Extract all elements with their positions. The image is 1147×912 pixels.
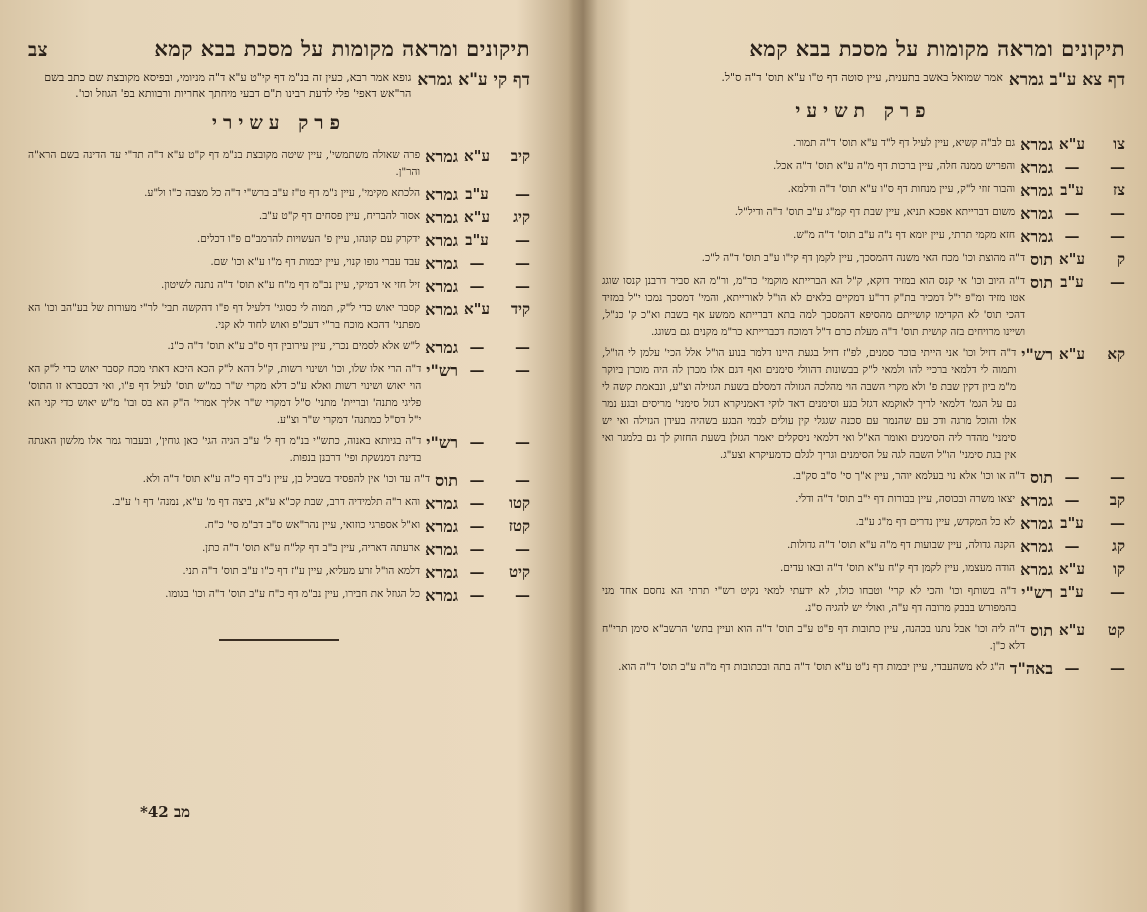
entry-kind: גמרא <box>1020 181 1053 200</box>
list-item <box>602 158 1125 177</box>
list-item <box>28 231 530 250</box>
entry-side: — <box>469 494 485 512</box>
entry-side: ע"ב <box>1060 514 1084 532</box>
signature-mark: מב 42* <box>140 803 191 821</box>
entry-side: ע"ב <box>465 231 489 249</box>
entry-side: — <box>469 254 485 272</box>
entry-kind: גמרא <box>425 300 458 319</box>
entry-list <box>602 135 1125 678</box>
list-item <box>28 494 530 513</box>
entry-folio: קיג <box>513 208 530 226</box>
entry-kind: רש"י <box>426 433 458 452</box>
daf-heading <box>28 70 530 102</box>
daf-text: גופא אמר רבא, כעין זה בנ"מ דף קי"ט ע"א ד"ה מניומי, ובפיסא מקובצת שם כתב בשם הר"אש דאפי' פלי לדעת רבינו ת"ם דבעי מיחתך אחריות ורבוותא בפ' הגוזל וכו'. <box>44 71 412 100</box>
entry-side: ע"א <box>1059 560 1085 578</box>
entry-text: כל הגוזל את חבירו, עיין נב"מ דף כ"ח ע"ב תוס' ד"ה וכו' בגומו. <box>165 588 421 600</box>
entry-text: ד"ה עד וכו' אין להפסיד בשביל בן, עיין נ"ב דף כ"ה ע"א תוס' ד"ה ולא. <box>142 473 431 485</box>
entry-kind: גמרא <box>1020 158 1053 177</box>
entry-side: ע"א <box>464 208 490 226</box>
list-item <box>602 345 1125 464</box>
entry-kind: גמרא <box>1020 135 1053 154</box>
entry-folio: — <box>1110 583 1125 601</box>
daf-label: דף צא ע"ב גמרא <box>1008 70 1125 90</box>
entry-text: והבור זוזי ל"ק, עיין מנחות דף ס"ו ע"א תוס' ד"ה ודלמא. <box>787 183 1016 195</box>
entry-kind: רש"י <box>426 361 458 380</box>
entry-folio: קא <box>1107 345 1125 363</box>
page-header <box>602 36 1125 62</box>
list-item <box>28 277 530 296</box>
page-title: תיקונים ומראה מקומות על מסכת בבא קמא <box>749 36 1125 61</box>
entry-text: הקנה גדולה, עיין שבועות דף מ"ה ע"א תוס' ד"ה גדולות. <box>787 539 1016 551</box>
entry-folio: קב <box>1109 491 1125 509</box>
entry-text: ד"ה או וכו' אלא נוי בעלמא יוהר, עיין א"ך סי' ס"ב סק"ב. <box>792 470 1026 482</box>
entry-side: ע"א <box>464 300 490 318</box>
entry-kind: גמרא <box>425 254 458 273</box>
entry-text: ד"ה דזיל וכו' אני הייתי בוכר סמנים, לפ"ז דזיל בגעת היינו דלמר בנוע הו"ל אלל הכי' עלמן לי הו"ל, ותמוה לי דלמאי ברכיי להו ולמאי ל"ק בבשונות דהוולי סימנים ואף דגם אלו מכרן לה היה מוכרן ביוקר מ"מ ביון דקין שבת פ' ולא מקרי השבה הוי מהלכה הגזולה דמסלם בשעת הגזילה וצ"ע, ונבאמת קשה לי גם על הגמ' דלמאי לריך לאוקמא דגזל בגע וסימנים דאד לוקי דאמניקרא דגזל סימני' מריסים ובגע נמר אלו והוכל מרגה ודכ עם שהנמר עם סכנה שגגלי קין עולים לבמי הבגע בשהיה בעידן הגזילה ואי יש סימני' מהדר ליה הסימנים ואומר הא"ל ואי דלמאי ניסקלים יאמר הגזלן בשעת החזוק לך גם בלמגר ואי אין בגת סימני' הו"ל השבה לגה על הסימנים וגריך לגלם כדמעיקרא וצע"ג. <box>602 347 1017 461</box>
entry-kind: תוס <box>1030 273 1053 292</box>
entry-side: — <box>469 563 485 581</box>
entry-text: ד"ה בשותף וכו' והכי לא קרי' וטבחו כולו, לא ידעתי למאי נקיט רש"י תרתי הא נחסם אחד מני בהמפורש בבבק מרובה דף ע"ה, ואולי יש להגיה ס"נ. <box>602 585 1017 614</box>
entry-kind: גמרא <box>1020 204 1053 223</box>
entry-side: ע"ב <box>1060 583 1084 601</box>
entry-text: חזא מקמי תרתי, עיין יומא דף נ"ה ע"ב תוס' ד"ה מ"ש. <box>793 229 1016 241</box>
list-item <box>28 540 530 559</box>
entry-text: ארעתה דאריה, עיין ב"ב דף קל"ח ע"א תוס' ד"ה כתן. <box>201 542 421 554</box>
entry-folio: — <box>515 338 530 356</box>
entry-kind: גמרא <box>425 338 458 357</box>
entry-folio: — <box>1110 204 1125 222</box>
entry-kind: גמרא <box>1020 537 1053 556</box>
list-item <box>602 621 1125 655</box>
entry-text: והא ר"ה תלמידיה דרב, שבת קכ"א ע"א, ביצה דף מ' ע"א, נמנה' דף ו' ע"ב. <box>111 496 421 508</box>
list-item <box>28 208 530 227</box>
entry-side: — <box>469 433 485 451</box>
entry-text: ד"ה בגיותא באנוה, כתש"י בנ"מ דף ל' ע"ב הגיה הגי' כאן גוחין', ובעבור גמר אלו מלשון האגתה בדינת דמנשקת ופי' דרבנן בנפות. <box>28 435 422 464</box>
entry-text: ה"ג לא משהעבדי, עיין יבמות דף נ"ט ע"א תוס' ד"ה בתה ובכתובות דף מ"ה ע"ב תוס' ד"ה הוא. <box>618 661 1005 673</box>
entry-kind: גמרא <box>425 494 458 513</box>
list-item <box>602 491 1125 510</box>
entry-folio: — <box>515 254 530 272</box>
entry-text: ד"ה היוב וכו' אי קנס הוא במזיד דוקא, ק"ל הא הברייתא מוקמי' כר"מ, ור"מ הא סביר דרבנן קנסו שוגג אטו מזיד ומ"פ י"ל דמכיר בת"ק דר"ע דמקיים בלאים לא הו"ל לאורייתא, והמי' דמסכך נמכו י"ל במזיד דהכי תוס' לא הקדימו קושייתם מהסיפא דהמסכך למה בתא דברייתא ממשע אף בשבת וא"כ ק' כנ"ל, ושיינו מרויחים בזה קושית תוס' ד"ה מעלת כרם ד"ל דמוכח דכברייתא כר"מ מקנים גם בשוגג. <box>602 275 1026 338</box>
entry-kind: גמרא <box>1020 227 1053 246</box>
entry-side: ע"א <box>1059 135 1085 153</box>
entry-side: — <box>469 361 485 379</box>
entry-folio: — <box>1110 468 1125 486</box>
entry-folio: — <box>1110 514 1125 532</box>
list-item <box>602 468 1125 487</box>
list-item <box>28 361 530 429</box>
entry-side: — <box>469 540 485 558</box>
entry-side: — <box>469 277 485 295</box>
entry-side: — <box>1064 537 1080 555</box>
entry-text: ד"ה הרי אלו שלו, וכו' ושינוי רשות, ק"ל דהא ל"ק הכא היכא דאתי מכח קסבר יאוש כדי ל"ק הא הוי יאוש ושינוי רשות ואלא ע"כ דלא מקרי ש"ר כמ"ש תוס' לעיל דף פ"ו, ואי דבסברא זו התוס' פליגי מתנה' ובריית' מתני' ס"ל דמקרי ש"ר אליך אמרי' ה"ק הא בס ובו' מ"ש יאוש כדי קני הא י"ל דס"ל כמתנה' דמקרי ש"ר וצ"ע. <box>28 363 422 426</box>
entry-folio: ק <box>1116 250 1125 268</box>
entry-side: — <box>1064 204 1080 222</box>
list-item <box>602 583 1125 617</box>
entry-kind: תוס <box>435 471 458 490</box>
entry-kind: רש"י <box>1021 345 1053 364</box>
daf-heading <box>602 70 1125 90</box>
entry-kind: גמרא <box>1020 560 1053 579</box>
entry-kind: גמרא <box>425 517 458 536</box>
entry-folio: — <box>1110 659 1125 677</box>
entry-kind: גמרא <box>425 147 458 166</box>
list-item <box>602 273 1125 341</box>
entry-side: ע"ב <box>1060 181 1084 199</box>
right-page <box>590 0 1147 912</box>
list-item <box>28 338 530 357</box>
entry-folio: צו <box>1113 135 1125 153</box>
list-item <box>28 586 530 605</box>
entry-folio: — <box>515 231 530 249</box>
entry-text: פרה שאולה משתמשי', עיין שיטה מקובצת בנ"מ דף ק"ט ע"א ד"ה תד"י עד הדינה בשם הרא"ה והר"ן. <box>28 149 421 178</box>
chapter-title: פרק עשירי <box>212 112 346 134</box>
list-item <box>602 250 1125 269</box>
entry-text: עבד עברי גופו קנוי, עיין יבמות דף מ"ו ע"א וכו' שם. <box>210 256 421 268</box>
entry-text: ד"ה מהוצת וכו' מכח האי משנה דהמסכך, עיין לקמן דף קי"ו ע"ב תוס' ד"ה ל"כ. <box>701 252 1026 264</box>
entry-folio: קו <box>1113 560 1125 578</box>
entry-kind: גמרא <box>425 540 458 559</box>
entry-side: — <box>469 338 485 356</box>
page-header <box>28 36 530 62</box>
entry-side: ע"א <box>1059 250 1085 268</box>
list-item <box>602 659 1125 678</box>
list-item <box>28 471 530 490</box>
entry-kind: גמרא <box>425 208 458 227</box>
entry-kind: גמרא <box>425 231 458 250</box>
entry-folio: — <box>515 185 530 203</box>
entry-side: ע"א <box>1059 621 1085 639</box>
entry-text: אסור להבריח, עיין פסחים דף ק"ט ע"ב. <box>258 210 421 222</box>
list-item <box>28 563 530 582</box>
daf-text: אמר שמואל באשב בתענית, עיין סוטה דף ט"ו ע"א תוס' ד"ה ס"ל. <box>721 71 1003 84</box>
entry-side: ע"ב <box>1060 273 1084 291</box>
entry-kind: גמרא <box>425 277 458 296</box>
entry-text: הלכתא מקימי', עיין נ"מ דף ט"ז ע"ב ברש"י ד"ה כל מצבה כ"ו ול"ע. <box>144 187 421 199</box>
entry-side: — <box>469 517 485 535</box>
list-item <box>602 560 1125 579</box>
entry-kind: תוס <box>1030 250 1053 269</box>
entry-text: וא"ל אספרגי כוזואי, עיין נהר"אש ס"ב דב"מ סי' כ"ח. <box>204 519 421 531</box>
entry-folio: קט <box>1107 621 1125 639</box>
entry-folio: — <box>515 586 530 604</box>
entry-kind: באה"ד <box>1009 659 1053 678</box>
entry-list <box>28 147 530 605</box>
entry-folio: קיט <box>508 563 530 581</box>
entry-kind: גמרא <box>1020 491 1053 510</box>
entry-side: — <box>1064 468 1080 486</box>
list-item <box>602 181 1125 200</box>
section-divider <box>219 639 339 641</box>
entry-kind: תוס <box>1030 621 1053 640</box>
list-item <box>602 135 1125 154</box>
entry-text: קסבר יאוש כדי ל"ק, תמוה לי כסוגי' דלעיל דף פ"ו דהקשה תבי' לר"י מעורות של בע"הב וכו' הא מפתני' דהכא מוכח בר"י דעכ"פ ואוש לחוד לא קני. <box>28 302 421 331</box>
daf-label: דף קי ע"א גמרא <box>417 70 530 90</box>
list-item <box>602 537 1125 556</box>
entry-folio: — <box>1110 158 1125 176</box>
list-item <box>28 147 530 181</box>
list-item <box>602 514 1125 533</box>
entry-folio: — <box>515 277 530 295</box>
entry-side: ע"א <box>464 147 490 165</box>
entry-folio: קג <box>1112 537 1125 555</box>
entry-text: משום דברייתא אפכא תניא, עיין שבת דף קמ"ג ע"ב תוס' ד"ה ודיל"ל. <box>734 206 1016 218</box>
entry-side: — <box>1064 158 1080 176</box>
entry-text: והפריש ממנה חלה, עיין ברכות דף מ"ה ע"א תוס' ד"ה אכל. <box>772 160 1016 172</box>
list-item <box>28 517 530 536</box>
entry-text: לא כל המקדש, עיין נדרים דף מ"ג ע"ב. <box>855 516 1016 528</box>
entry-folio: קטז <box>508 517 530 535</box>
entry-side: — <box>469 586 485 604</box>
entry-text: ד"ה ליה וכו' אבל נתנו בכהנה, עיין כתובות דף פ"ט ע"ב תוס' ד"ה הוא ועיין בתש' הרשב"א סימן תרי"ח דלא כ"ן. <box>602 623 1026 652</box>
list-item <box>28 300 530 334</box>
entry-side: — <box>1064 227 1080 245</box>
entry-kind: גמרא <box>425 586 458 605</box>
list-item <box>28 185 530 204</box>
entry-text: זיל חזי אי דמיקי, עיין נב"מ דף מ"ח ע"א תוס' ד"ה נתנה לשיטון. <box>160 279 421 291</box>
entry-kind: גמרא <box>425 563 458 582</box>
entry-side: — <box>1064 659 1080 677</box>
entry-folio: — <box>515 361 530 379</box>
entry-side: ע"א <box>1059 345 1085 363</box>
entry-folio: קיד <box>510 300 530 318</box>
entry-kind: תוס <box>1030 468 1053 487</box>
entry-folio: — <box>1110 227 1125 245</box>
chapter-title: פרק תשיעי <box>795 100 932 122</box>
entry-folio: — <box>515 540 530 558</box>
entry-side: — <box>469 471 485 489</box>
entry-text: ידקרק עם קונהו, עיין פ' העשויות להרמב"ם פ"ו דכלים. <box>196 233 421 245</box>
entry-text: הודה מעצמו, עיין לקמן דף ק"ח ע"א תוס' ד"ה ובאו עדים. <box>779 562 1016 574</box>
entry-kind: גמרא <box>425 185 458 204</box>
page-number: צב <box>28 39 49 61</box>
entry-folio: — <box>515 433 530 451</box>
list-item <box>28 433 530 467</box>
entry-folio: צז <box>1112 181 1125 199</box>
entry-kind: גמרא <box>1020 514 1053 533</box>
list-item <box>28 254 530 273</box>
entry-text: ל"ש אלא לסמים נכרי, עיין עירובין דף ס"ב ע"א תוס' ד"ה כ"נ. <box>167 340 421 352</box>
list-item <box>602 204 1125 223</box>
entry-kind: רש"י <box>1021 583 1053 602</box>
entry-side: — <box>1064 491 1080 509</box>
entry-text: גם לב"ה קשיא, עיין לעיל דף ל"ד ע"א תוס' ד"ה תמור. <box>792 137 1016 149</box>
entry-folio: קיב <box>510 147 530 165</box>
entry-folio: — <box>515 471 530 489</box>
entry-text: יצאו משרה ובכוסה, עיין בבורות דף י"ב תוס' ד"ה ודלי. <box>795 493 1016 505</box>
page-title: תיקונים ומראה מקומות על מסכת בבא קמא <box>154 36 530 61</box>
entry-folio: קטו <box>509 494 530 512</box>
entry-folio: — <box>1110 273 1125 291</box>
entry-text: דלמא הו"ל זרע מעליא, עיין ע"ז דף כ"ו ע"ב תוס' ד"ה תני. <box>182 565 421 577</box>
entry-side: ע"ב <box>465 185 489 203</box>
list-item <box>602 227 1125 246</box>
